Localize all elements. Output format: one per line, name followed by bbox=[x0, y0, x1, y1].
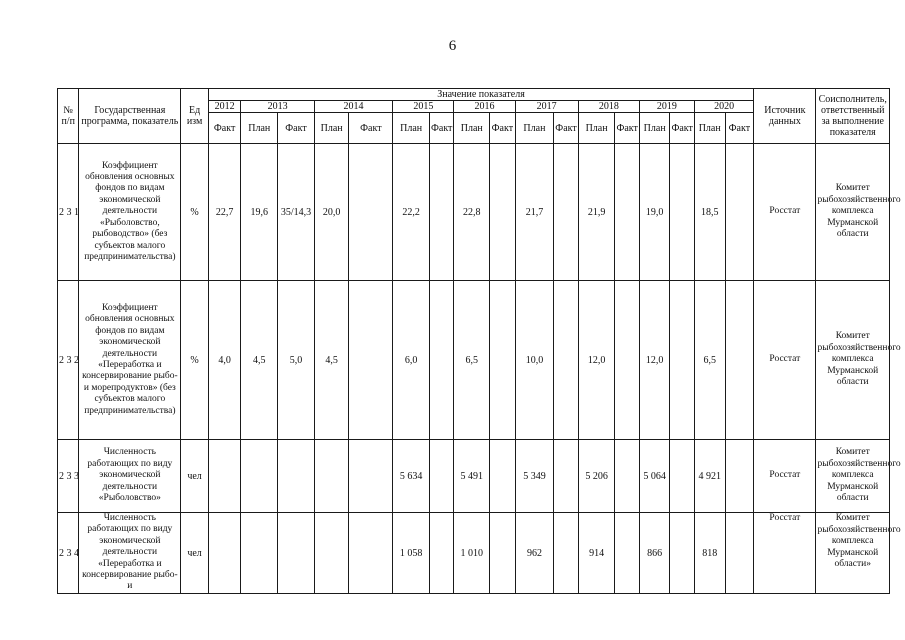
row-num: 2 3 1 bbox=[58, 144, 79, 281]
value-cell bbox=[554, 513, 578, 594]
header-fact: Факт bbox=[278, 113, 315, 144]
value-cell bbox=[670, 513, 694, 594]
value-cell: 5 491 bbox=[454, 440, 490, 513]
row-executor: Комитет рыбохозяйственного комплекса Мурманской области bbox=[816, 440, 890, 513]
header-executor: Соисполнитель, ответственный за выполнение показателя bbox=[816, 89, 890, 144]
value-cell bbox=[278, 513, 315, 594]
value-cell bbox=[615, 281, 639, 440]
value-cell: 19,6 bbox=[241, 144, 278, 281]
value-cell bbox=[725, 513, 754, 594]
value-cell bbox=[554, 144, 578, 281]
value-cell bbox=[278, 440, 315, 513]
row-program: Численность работающих по виду экономической деятельности «Переработка и консервирование рыбо- и bbox=[79, 513, 181, 594]
header-fact: Факт bbox=[554, 113, 578, 144]
value-cell: 1 058 bbox=[393, 513, 430, 594]
row-num: 2 3 3 bbox=[58, 440, 79, 513]
header-year: 2014 bbox=[314, 101, 392, 113]
value-cell bbox=[615, 513, 639, 594]
value-cell bbox=[490, 440, 515, 513]
header-value-group: Значение показателя bbox=[208, 89, 753, 101]
row-unit: чел bbox=[181, 513, 209, 594]
value-cell: 22,2 bbox=[393, 144, 430, 281]
value-cell: 21,7 bbox=[515, 144, 554, 281]
value-cell: 1 010 bbox=[454, 513, 490, 594]
row-source: Росстат bbox=[754, 144, 816, 281]
value-cell: 6,0 bbox=[393, 281, 430, 440]
header-fact: Факт bbox=[429, 113, 453, 144]
value-cell bbox=[314, 440, 349, 513]
header-year: 2018 bbox=[578, 101, 639, 113]
row-unit: % bbox=[181, 144, 209, 281]
value-cell: 20,0 bbox=[314, 144, 349, 281]
table-row bbox=[58, 513, 890, 594]
header-unit: Ед изм bbox=[181, 89, 209, 144]
value-cell: 12,0 bbox=[578, 281, 615, 440]
header-plan: План bbox=[393, 113, 430, 144]
row-executor: Комитет рыбохозяйственного комплекса Мурманской области» bbox=[816, 513, 890, 594]
value-cell bbox=[490, 281, 515, 440]
value-cell bbox=[429, 144, 453, 281]
row-source: Росстат bbox=[754, 513, 816, 594]
header-plan: План bbox=[454, 113, 490, 144]
header-plan: План bbox=[515, 113, 554, 144]
header-num: № п/п bbox=[58, 89, 79, 144]
value-cell bbox=[490, 513, 515, 594]
value-cell bbox=[490, 144, 515, 281]
value-cell bbox=[349, 440, 393, 513]
row-unit: чел bbox=[181, 440, 209, 513]
value-cell bbox=[725, 144, 754, 281]
header-plan: План bbox=[241, 113, 278, 144]
value-cell: 5 349 bbox=[515, 440, 554, 513]
table-row bbox=[58, 281, 890, 440]
value-cell bbox=[208, 513, 241, 594]
value-cell bbox=[208, 440, 241, 513]
value-cell: 962 bbox=[515, 513, 554, 594]
value-cell bbox=[349, 281, 393, 440]
value-cell bbox=[554, 440, 578, 513]
row-executor: Комитет рыбохозяйственного комплекса Мурманской области bbox=[816, 144, 890, 281]
header-year: 2020 bbox=[694, 101, 753, 113]
indicator-table bbox=[57, 88, 901, 594]
header-fact: Факт bbox=[208, 113, 241, 144]
value-cell: 866 bbox=[639, 513, 670, 594]
value-cell: 4 921 bbox=[694, 440, 725, 513]
value-cell bbox=[429, 513, 453, 594]
value-cell bbox=[615, 440, 639, 513]
table-row bbox=[58, 144, 890, 281]
value-cell bbox=[725, 440, 754, 513]
table-row bbox=[58, 440, 890, 513]
header-source: Источник данных bbox=[754, 89, 816, 144]
value-cell: 818 bbox=[694, 513, 725, 594]
value-cell: 5,0 bbox=[278, 281, 315, 440]
row-program: Коэффициент обновления основных фондов по видам экономической деятельности «Переработка и консервирование рыбо- и морепродуктов» (без субъектов малого предпринимательства) bbox=[79, 281, 181, 440]
row-source: Росстат bbox=[754, 440, 816, 513]
value-cell: 4,5 bbox=[314, 281, 349, 440]
value-cell: 10,0 bbox=[515, 281, 554, 440]
value-cell bbox=[670, 440, 694, 513]
value-cell bbox=[349, 513, 393, 594]
header-plan: План bbox=[694, 113, 725, 144]
header-fact: Факт bbox=[670, 113, 694, 144]
header-year: 2019 bbox=[639, 101, 694, 113]
value-cell: 6,5 bbox=[694, 281, 725, 440]
value-cell: 5 064 bbox=[639, 440, 670, 513]
header-plan: План bbox=[314, 113, 349, 144]
value-cell: 21,9 bbox=[578, 144, 615, 281]
header-fact: Факт bbox=[490, 113, 515, 144]
row-num: 2 3 2 bbox=[58, 281, 79, 440]
header-year: 2017 bbox=[515, 101, 578, 113]
value-cell bbox=[314, 513, 349, 594]
value-cell: 22,7 bbox=[208, 144, 241, 281]
row-num: 2 3 4 bbox=[58, 513, 79, 594]
row-executor: Комитет рыбохозяйственного комплекса Мурманской области bbox=[816, 281, 890, 440]
header-year: 2016 bbox=[454, 101, 515, 113]
value-cell bbox=[725, 281, 754, 440]
header-year: 2013 bbox=[241, 101, 314, 113]
value-cell bbox=[670, 144, 694, 281]
value-cell: 19,0 bbox=[639, 144, 670, 281]
value-cell: 6,5 bbox=[454, 281, 490, 440]
value-cell: 18,5 bbox=[694, 144, 725, 281]
header-year: 2012 bbox=[208, 101, 241, 113]
value-cell: 35/14,3 bbox=[278, 144, 315, 281]
header-plan: План bbox=[639, 113, 670, 144]
row-source: Росстат bbox=[754, 281, 816, 440]
header-program: Государственная программа, показатель bbox=[79, 89, 181, 144]
value-cell bbox=[241, 440, 278, 513]
value-cell: 12,0 bbox=[639, 281, 670, 440]
value-cell: 5 206 bbox=[578, 440, 615, 513]
value-cell bbox=[554, 281, 578, 440]
value-cell: 22,8 bbox=[454, 144, 490, 281]
value-cell: 4,5 bbox=[241, 281, 278, 440]
value-cell: 914 bbox=[578, 513, 615, 594]
page-number: 6 bbox=[448, 38, 457, 54]
value-cell bbox=[349, 144, 393, 281]
value-cell: 4,0 bbox=[208, 281, 241, 440]
value-cell: 5 634 bbox=[393, 440, 430, 513]
header-fact: Факт bbox=[725, 113, 754, 144]
row-program: Численность работающих по виду экономической деятельности «Рыболовство» bbox=[79, 440, 181, 513]
row-unit: % bbox=[181, 281, 209, 440]
value-cell bbox=[429, 281, 453, 440]
header-year: 2015 bbox=[393, 101, 454, 113]
value-cell bbox=[429, 440, 453, 513]
row-program: Коэффициент обновления основных фондов по видам экономической деятельности «Рыболовство, рыбоводство» (без субъектов малого предпринимательства) bbox=[79, 144, 181, 281]
value-cell bbox=[670, 281, 694, 440]
header-fact: Факт bbox=[615, 113, 639, 144]
header-fact: Факт bbox=[349, 113, 393, 144]
value-cell bbox=[615, 144, 639, 281]
header-plan: План bbox=[578, 113, 615, 144]
value-cell bbox=[241, 513, 278, 594]
